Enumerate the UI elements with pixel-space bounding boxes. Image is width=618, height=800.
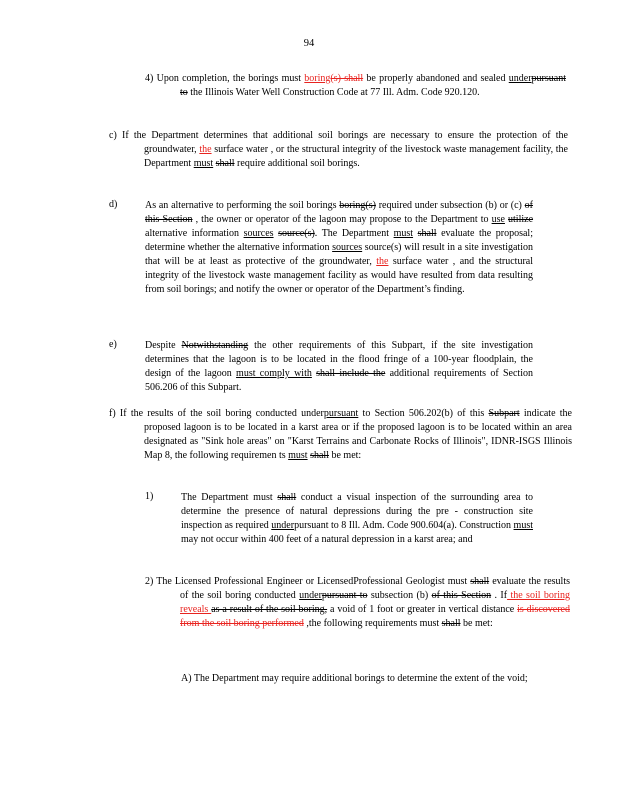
deleted-text: utilize — [508, 214, 534, 225]
deleted-text: shall — [215, 158, 235, 169]
text: additional requirements of Section 506.206 of this Subpart. — [145, 368, 533, 393]
text: As an alternative to performing the soil borings — [145, 200, 340, 211]
deleted-text: Subpart — [488, 408, 520, 419]
deleted-text: Notwithstanding — [181, 340, 249, 351]
inserted-text: must — [193, 158, 214, 169]
deleted-text: shall — [277, 492, 297, 503]
inserted-text: sources — [243, 228, 274, 239]
deleted-text: of this Section — [431, 590, 492, 601]
text: c) If the Department determines that additional soil borings are necessary to ensure the protection of the groundwater, — [109, 130, 568, 155]
paragraph-c — [109, 129, 568, 171]
text: surface water , or the structural integrity of the livestock waste management facility, the Department — [144, 144, 568, 169]
paragraph-e — [145, 339, 533, 395]
text: pursuant to 8 Ill. Adm. Code 900.604(a). Construction — [294, 520, 514, 531]
deleted-text: pursuant to — [321, 590, 368, 601]
text: A) The Department may require additional borings to determine the extent of the void; — [181, 673, 528, 684]
inserted-text: must — [513, 520, 533, 531]
text: require additional soil borings. — [234, 158, 360, 169]
deleted-text: shall include the — [316, 368, 386, 379]
paragraph-d-label: d) — [109, 199, 118, 210]
text: a void of 1 foot or greater in vertical distance — [327, 604, 518, 615]
paragraph-f — [109, 407, 572, 463]
inserted-text: under — [299, 590, 322, 601]
text: , the owner or operator of the lagoon may propose to the Department to — [192, 214, 492, 225]
text: be met: — [328, 450, 362, 461]
text: be properly abandoned and sealed — [363, 73, 509, 84]
text: conduct a visual inspection of the surrounding area to determine the presence of natural depressions during the pre - construction site inspection as required — [181, 492, 533, 531]
deleted-text: shall — [441, 618, 461, 629]
paragraph-f2 — [145, 575, 570, 631]
deleted-text: boring(s) — [339, 200, 376, 211]
deleted-text: shall — [417, 228, 437, 239]
deleted-text: of this Section — [145, 200, 533, 225]
deleted-text: (s) shall — [330, 73, 364, 84]
paragraph-b4 — [145, 72, 566, 100]
text: evaluate the proposal; determine whether the alternative information — [145, 228, 533, 253]
text: source(s) will result in a site investigation that will be at least as protective of the groundwater, — [145, 242, 533, 267]
text: . The Department — [314, 228, 394, 239]
text: . If — [491, 590, 508, 601]
inserted-text: under — [271, 520, 295, 531]
text: the Illinois Water Well Construction Code at 77 Ill. Adm. Code 920.120. — [187, 87, 480, 98]
paragraph-f2a — [181, 672, 566, 686]
text: required under subsection (b) or (c) — [375, 200, 525, 211]
text: evaluate the results of the soil boring conducted — [180, 576, 570, 601]
text: the other requirements of this Subpart, if the site investigation determines that the lagoon is to be located in the flood fringe of a 100-year floodplain, the design of the lagoon — [145, 340, 534, 379]
inserted-text: pursuant — [323, 408, 359, 419]
text: alternative information — [145, 228, 244, 239]
inserted-text: must — [393, 228, 414, 239]
text: be met: — [460, 618, 493, 629]
inserted-text: must — [288, 450, 308, 461]
paragraph-e-label: e) — [109, 339, 117, 350]
text: surface water , and the structural integrity of the livestock waste management facility as would have resulted from data resulting from soil borings; and notify the owner or operator of the Department’s finding. — [145, 256, 533, 295]
text: to Section 506.202(b) of this — [358, 408, 489, 419]
inserted-text: the — [199, 144, 212, 155]
text: The Department must — [181, 492, 278, 503]
inserted-text: the soil boring reveals — [180, 590, 570, 615]
paragraph-f1 — [181, 491, 533, 547]
deleted-text: as a result of the soil boring, — [211, 604, 328, 615]
deleted-text: pursuant to — [180, 73, 566, 98]
paragraph-d — [145, 199, 533, 297]
paragraph-f1-label: 1) — [145, 491, 154, 502]
text: ,the following requirements must — [303, 618, 442, 629]
deleted-text: source(s) — [278, 228, 315, 239]
text: indicate the proposed lagoon is to be located in a karst area or if the proposed lagoon is to be located within an area designated as "Sink hole areas" on "Karst Terrains and Carbonate Rocks of Illinois", IDNR-ISGS Illinois Map 8, the following requiremen ts — [144, 408, 572, 461]
inserted-text: sources — [332, 242, 363, 253]
inserted-text: use — [491, 214, 505, 225]
inserted-text: must comply with — [236, 368, 312, 379]
text: Despite — [145, 340, 182, 351]
page-number: 94 — [303, 38, 315, 49]
inserted-text: under — [508, 73, 532, 84]
text: 2) The Licensed Professional Engineer or LicensedProfessional Geologist must — [145, 576, 471, 587]
inserted-text: the — [376, 256, 389, 267]
text: subsection (b) — [367, 590, 432, 601]
deleted-text: is discovered from the soil boring performed — [180, 604, 570, 629]
text: 4) Upon completion, the borings must — [145, 73, 305, 84]
deleted-text: shall — [310, 450, 329, 461]
text: may not occur within 400 feet of a natural depression in a karst area; and — [181, 534, 473, 545]
text: f) If the results of the soil boring conducted under — [109, 408, 324, 419]
deleted-text: shall — [470, 576, 490, 587]
inserted-text: boring — [304, 73, 331, 84]
